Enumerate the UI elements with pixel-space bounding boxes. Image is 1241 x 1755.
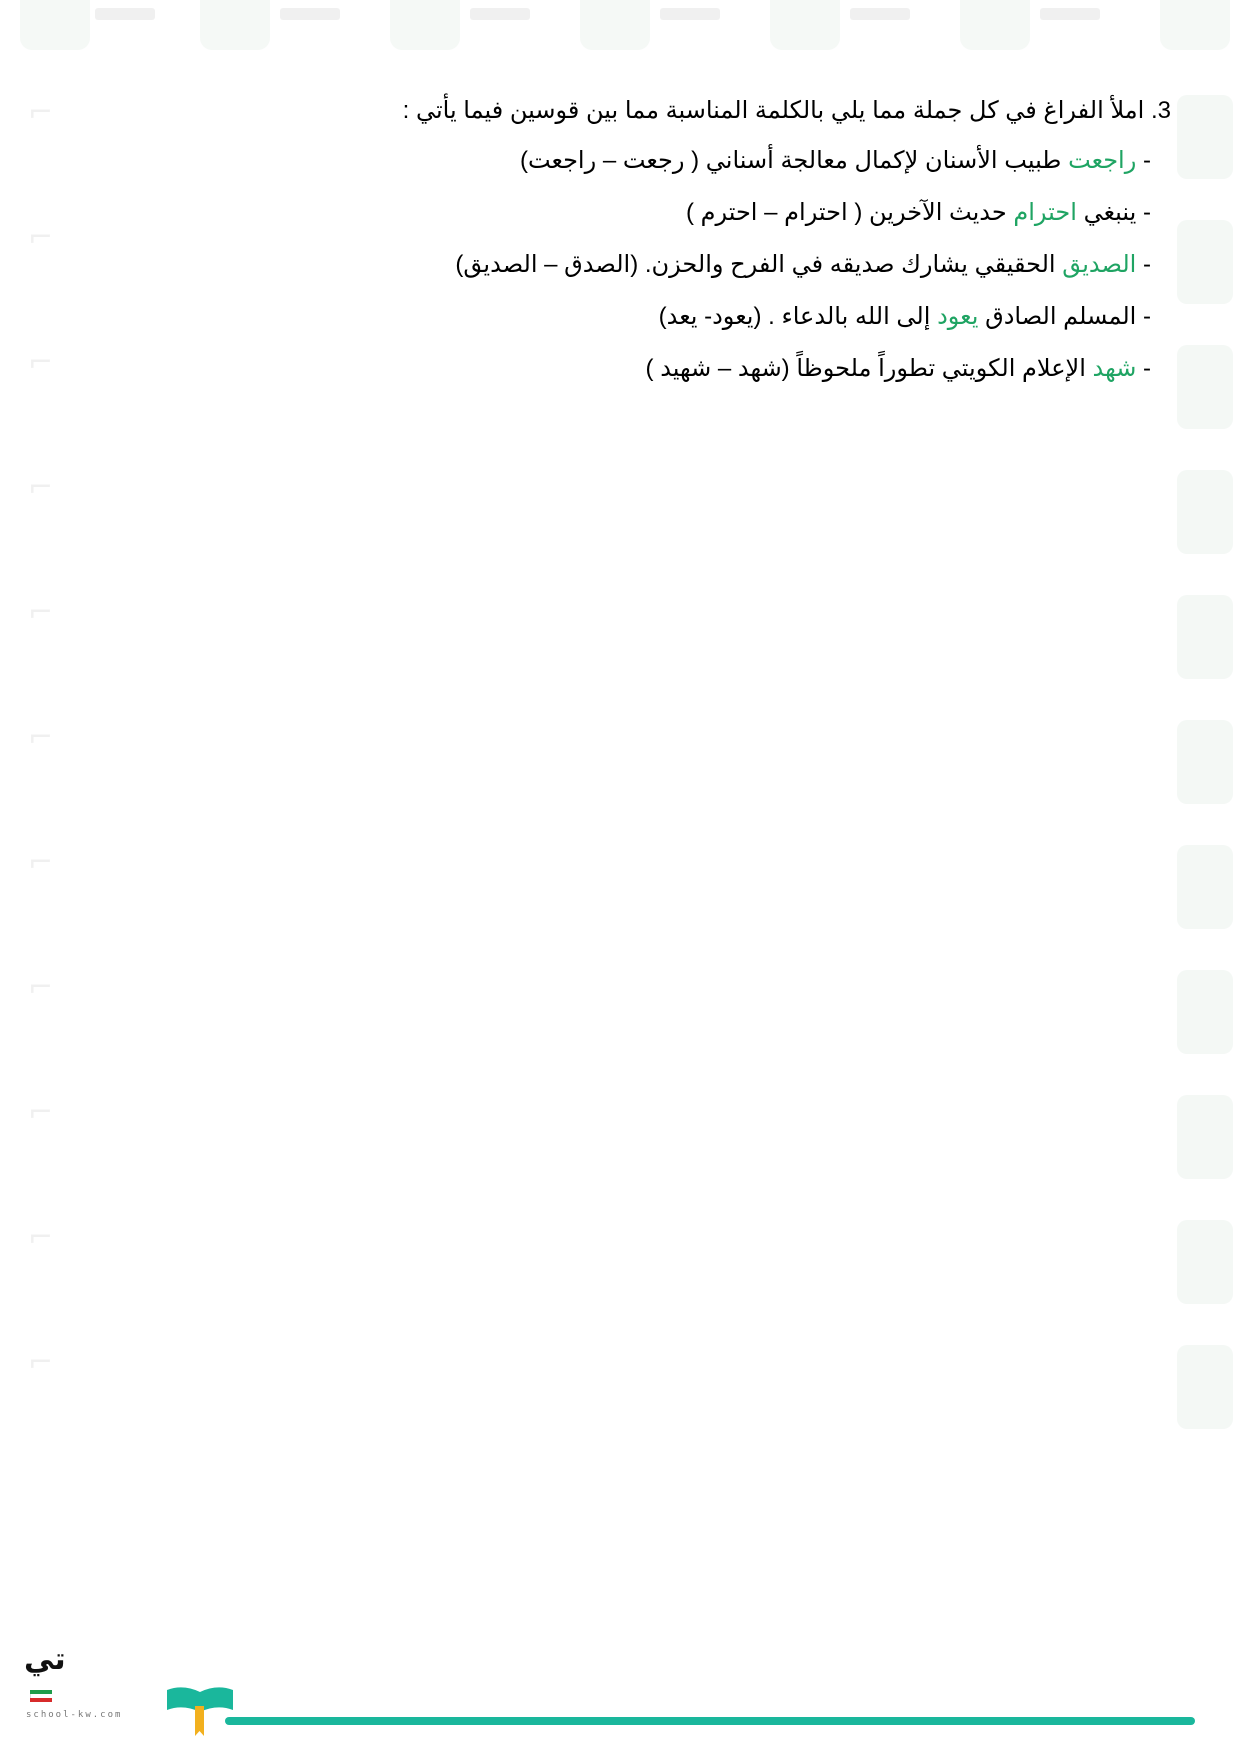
item-text: الحقيقي يشارك صديقه في الفرح والحزن. (الصدق – الصديق) [455, 251, 1063, 278]
watermark-logo-icon [1177, 345, 1233, 429]
watermark-logo-icon [1177, 970, 1233, 1054]
watermark-mark-icon: ⌐ [28, 220, 54, 255]
watermark-logo-icon [1177, 1345, 1233, 1429]
watermark-logo-icon [1177, 220, 1233, 304]
watermark-logo-icon [1160, 0, 1230, 50]
watermark-text-bar [1040, 8, 1100, 20]
exercise-section [171, 95, 1171, 405]
watermark-logo-icon [1177, 470, 1233, 554]
watermark-logo-icon [20, 0, 90, 50]
watermark-text-bar [280, 8, 340, 20]
answer-word: احترام [1013, 199, 1077, 226]
logo-text: تي [24, 1642, 66, 1677]
watermark-left-column [28, 95, 88, 1595]
item-prefix: - [1136, 251, 1151, 278]
watermark-top-row [0, 0, 1241, 60]
watermark-logo-icon [1177, 1095, 1233, 1179]
footer-divider-line [225, 1717, 1195, 1725]
watermark-logo-icon [770, 0, 840, 50]
list-item [171, 353, 1151, 385]
answer-word: شهد [1092, 355, 1137, 382]
watermark-text-bar [95, 8, 155, 20]
list-item [171, 197, 1151, 229]
watermark-logo-icon [1177, 1220, 1233, 1304]
watermark-logo-icon [960, 0, 1030, 50]
watermark-mark-icon: ⌐ [28, 345, 54, 380]
watermark-logo-icon [580, 0, 650, 50]
watermark-text-bar [470, 8, 530, 20]
watermark-mark-icon: ⌐ [28, 1095, 54, 1130]
list-item [171, 301, 1151, 333]
question-number: 3 [1157, 97, 1171, 124]
watermark-logo-icon [1177, 845, 1233, 929]
item-text: إلى الله بالدعاء . (يعود- يعد) [658, 303, 938, 330]
footer-logo [22, 1640, 222, 1750]
item-text: الإعلام الكويتي تطوراً ملحوظاً (شهد – شهيد ) [645, 355, 1093, 382]
item-prefix: - المسلم الصادق [978, 303, 1151, 330]
question-text: . املأ الفراغ في كل جملة مما يلي بالكلمة المناسبة مما بين قوسين فيما يأتي : [402, 97, 1158, 124]
answer-list [171, 145, 1171, 385]
watermark-mark-icon: ⌐ [28, 970, 54, 1005]
item-prefix: - [1136, 355, 1151, 382]
watermark-logo-icon [390, 0, 460, 50]
watermark-mark-icon: ⌐ [28, 595, 54, 630]
kuwait-flag-icon [30, 1690, 52, 1702]
answer-word: يعود [937, 303, 979, 330]
website-text: school-kw.com [26, 1710, 123, 1720]
item-text: حديث الآخرين ( احترام – احترم ) [685, 199, 1014, 226]
answer-word: الصديق [1062, 251, 1137, 278]
question-title [171, 95, 1171, 127]
item-prefix: - ينبغي [1076, 199, 1151, 226]
watermark-text-bar [850, 8, 910, 20]
item-text: طبيب الأسنان لإكمال معالجة أسناني ( رجعت – راجعت) [519, 147, 1069, 174]
watermark-mark-icon: ⌐ [28, 720, 54, 755]
watermark-text-bar [660, 8, 720, 20]
watermark-logo-icon [200, 0, 270, 50]
list-item [171, 145, 1151, 177]
list-item [171, 249, 1151, 281]
watermark-mark-icon: ⌐ [28, 1220, 54, 1255]
book-icon [165, 1682, 235, 1742]
watermark-logo-icon [1177, 595, 1233, 679]
watermark-logo-icon [1177, 720, 1233, 804]
item-prefix: - [1136, 147, 1151, 174]
watermark-mark-icon: ⌐ [28, 1345, 54, 1380]
watermark-logo-icon [1177, 95, 1233, 179]
watermark-mark-icon: ⌐ [28, 470, 54, 505]
answer-word: راجعت [1068, 147, 1137, 174]
watermark-mark-icon: ⌐ [28, 95, 54, 130]
watermark-right-column [1171, 95, 1241, 1595]
watermark-mark-icon: ⌐ [28, 845, 54, 880]
